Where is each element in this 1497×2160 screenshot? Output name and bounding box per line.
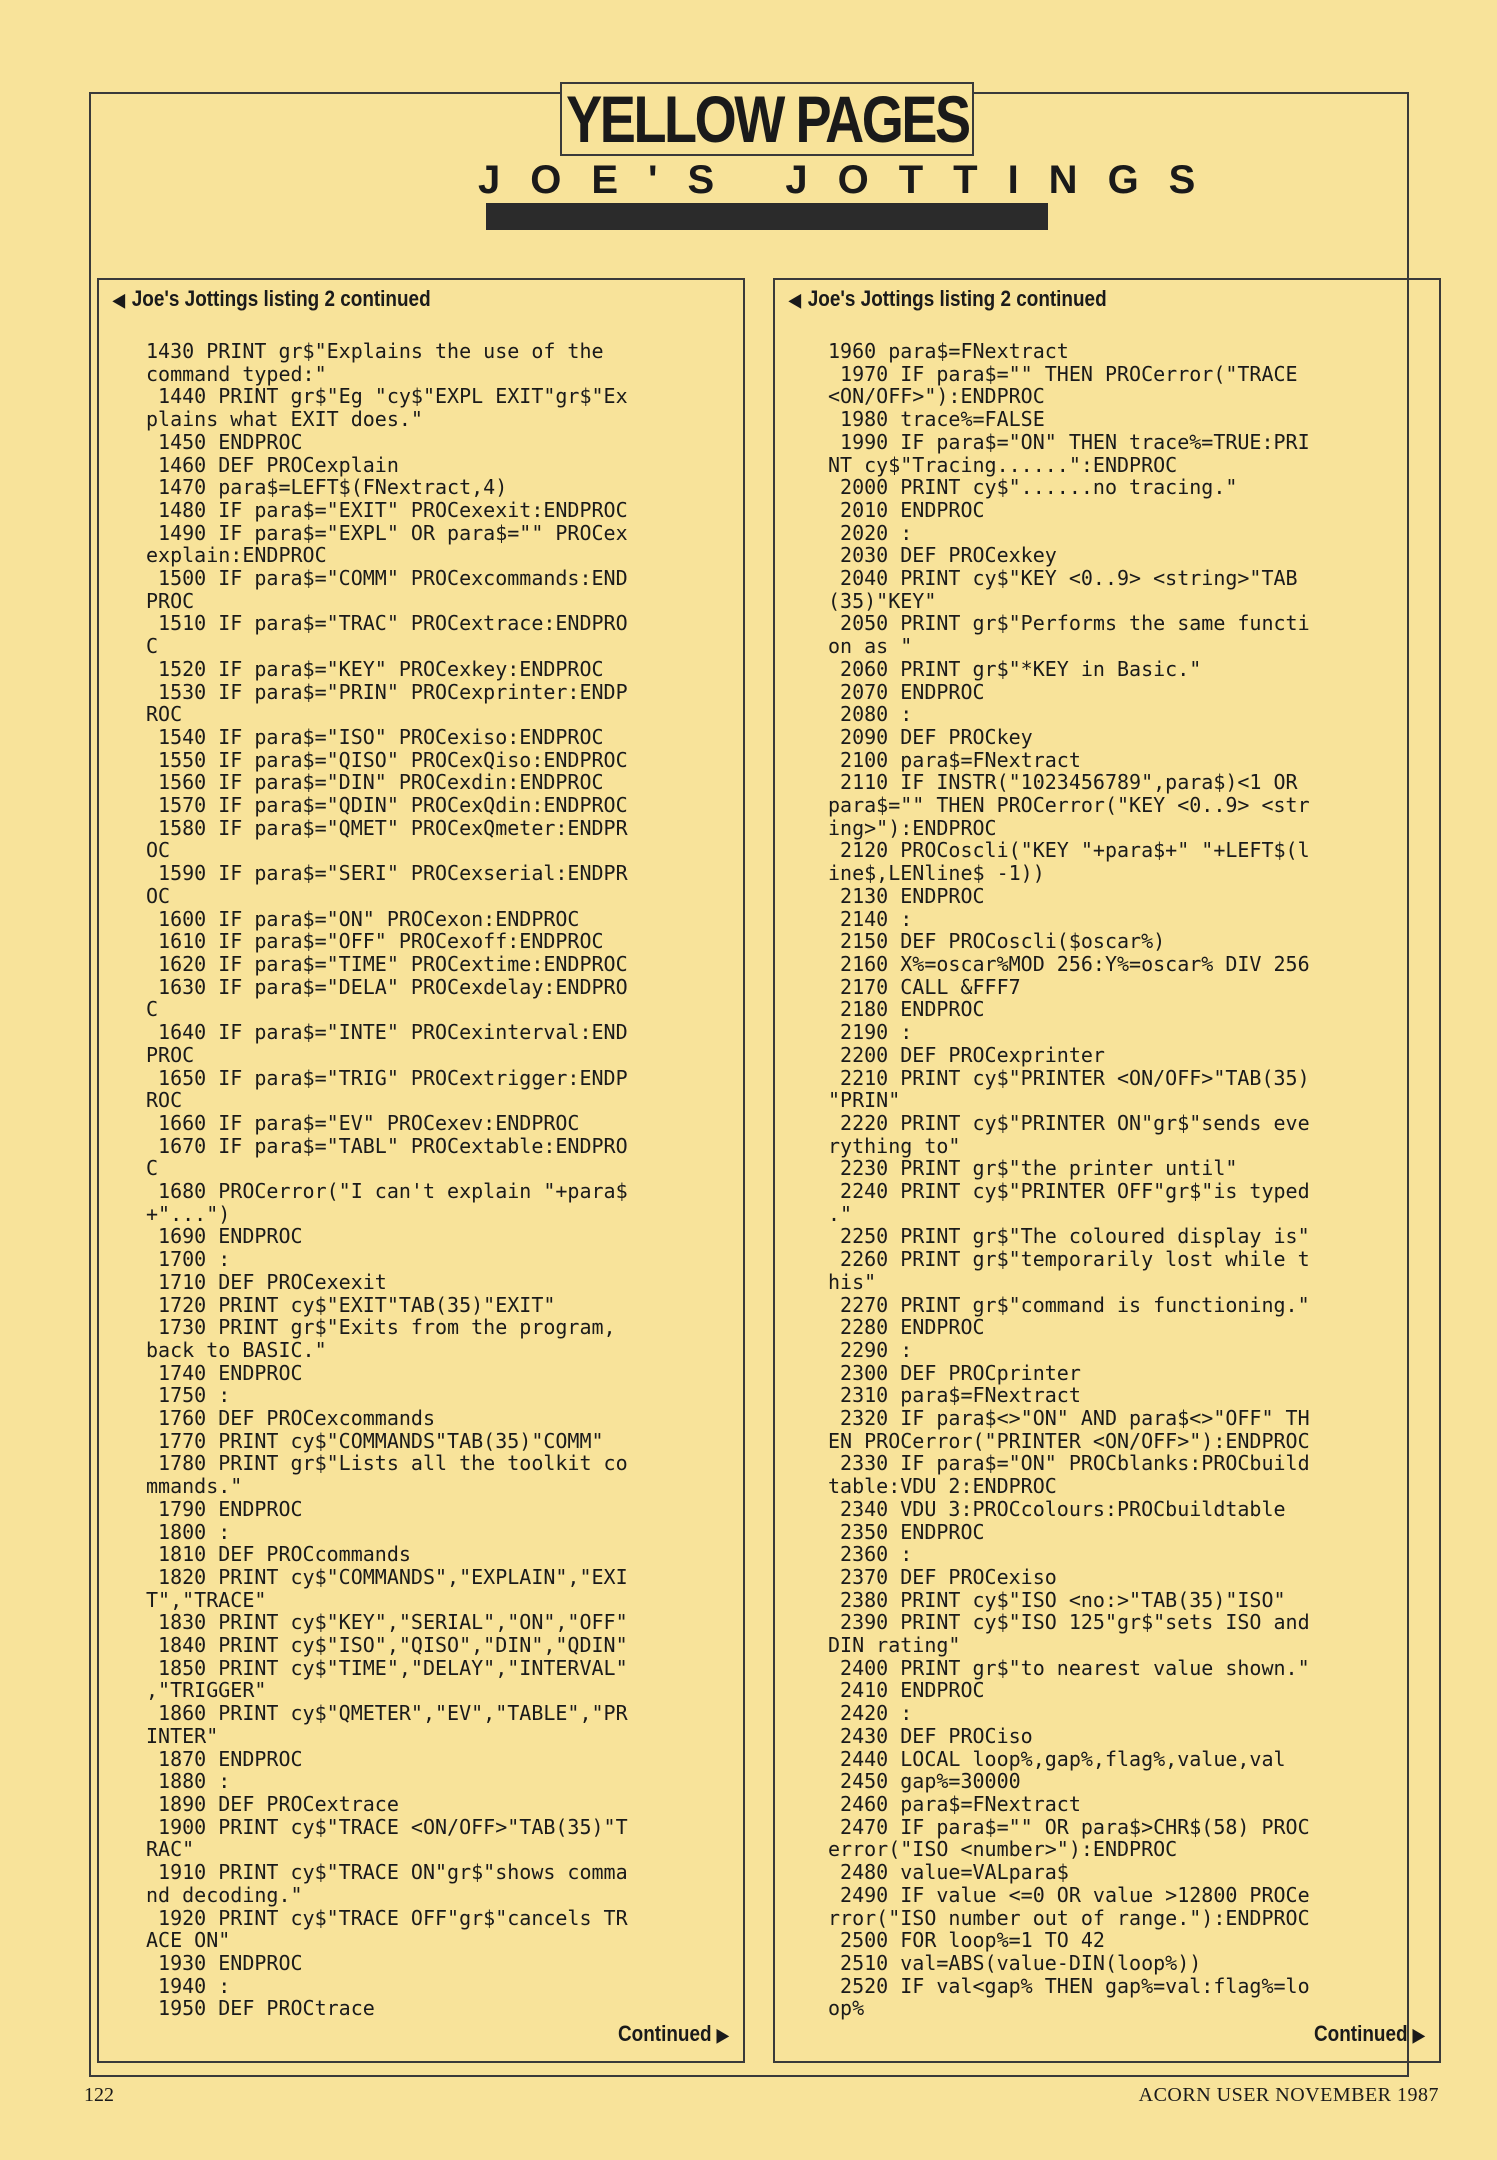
code-line: 2010 ENDPROC (828, 497, 985, 522)
code-line: 2480 value=VALpara$ (828, 1860, 1069, 1885)
code-line: 2350 ENDPROC (828, 1519, 985, 1544)
publication-footer: ACORN USER NOVEMBER 1987 (1138, 2084, 1439, 2106)
code-line: 1890 DEF PROCextrace (146, 1792, 399, 1816)
code-line: 2360 : (828, 1542, 913, 1567)
code-line: C (146, 1156, 159, 1181)
code-line: 2260 PRINT gr$"temporarily lost while t (828, 1247, 1310, 1272)
code-line: T","TRACE" (146, 1587, 267, 1612)
code-line: 2170 CALL &FFF7 (828, 974, 1021, 999)
code-line: 1530 IF para$="PRIN" PROCexprinter:ENDP (146, 679, 628, 704)
code-line: 1790 ENDPROC (146, 1496, 303, 1521)
triangle-right-icon: ▶ (717, 2025, 729, 2045)
code-line: 1480 IF para$="EXIT" PROCexexit:ENDPROC (146, 497, 628, 522)
code-line: 1690 ENDPROC (146, 1224, 303, 1249)
code-line: 1670 IF para$="TABL" PROCextable:ENDPRO (146, 1133, 628, 1158)
code-line: (35)"KEY" (828, 588, 937, 613)
left-continued-text: Continued (618, 2021, 712, 2046)
code-line: his" (828, 1269, 877, 1294)
code-line: 1630 IF para$="DELA" PROCexdelay:ENDPRO (146, 974, 628, 999)
code-line: 1970 IF para$="" THEN PROCerror("TRACE (828, 361, 1298, 386)
left-continued-label (618, 2021, 729, 2047)
masthead-box (560, 82, 974, 156)
code-line: 1460 DEF PROCexplain (146, 452, 399, 477)
code-line: 2100 para$=FNextract (828, 747, 1081, 772)
code-line: 2120 PROCoscli("KEY "+para$+" "+LEFT$(l (828, 838, 1310, 863)
code-line: 1840 PRINT cy$"ISO","QISO","DIN","QDIN" (146, 1633, 628, 1658)
code-line: 1800 : (146, 1519, 231, 1544)
code-line: 1810 DEF PROCcommands (146, 1542, 411, 1567)
code-line: 2190 : (828, 1020, 913, 1045)
code-line: mmands." (146, 1474, 243, 1499)
code-line: 1870 ENDPROC (146, 1746, 303, 1771)
code-line: 1600 IF para$="ON" PROCexon:ENDPROC (146, 906, 580, 931)
code-line: 1450 ENDPROC (146, 429, 303, 454)
code-line: 1750 : (146, 1383, 231, 1408)
right-code-listing (828, 340, 1425, 2020)
code-line: 2300 DEF PROCprinter (828, 1360, 1081, 1385)
code-line: C (146, 997, 159, 1022)
code-line: 1610 IF para$="OFF" PROCexoff:ENDPROC (146, 929, 604, 954)
left-listing-box (97, 278, 745, 2063)
code-line: 1900 PRINT cy$"TRACE <ON/OFF>"TAB(35)"T (146, 1814, 628, 1839)
code-line: 2430 DEF PROCiso (828, 1723, 1033, 1748)
section-subtitle: JOE'S JOTTINGS (478, 158, 1226, 202)
code-line: 1990 IF para$="ON" THEN trace%=TRUE:PRI (828, 429, 1310, 454)
triangle-left-icon: ◀ (789, 290, 801, 310)
code-line: 2450 gap%=30000 (828, 1769, 1021, 1794)
code-line: ing>"):ENDPROC (828, 815, 997, 840)
code-line: 2520 IF val<gap% THEN gap%=val:flag%=lo (828, 1973, 1310, 1998)
left-heading-text: Joe's Jottings listing 2 continued (131, 286, 431, 311)
code-line: 2280 ENDPROC (828, 1315, 985, 1340)
code-line: 2310 para$=FNextract (828, 1383, 1081, 1408)
code-line: 2020 : (828, 520, 913, 545)
code-line: OC (146, 883, 171, 908)
code-line: explain:ENDPROC (146, 543, 327, 568)
code-line: 1440 PRINT gr$"Eg "cy$"EXPL EXIT"gr$"Ex (146, 384, 628, 409)
code-line: 1680 PROCerror("I can't explain "+para$ (146, 1179, 628, 1204)
code-line: 1580 IF para$="QMET" PROCexQmeter:ENDPR (146, 815, 628, 840)
code-line: 1640 IF para$="INTE" PROCexinterval:END (146, 1020, 628, 1045)
code-line: +"...") (146, 1201, 231, 1226)
page-title: YELLOW PAGES (565, 82, 969, 156)
code-line: 2210 PRINT cy$"PRINTER <ON/OFF>"TAB(35) (828, 1065, 1310, 1090)
code-line: ROC (146, 1088, 183, 1113)
code-line: 2270 PRINT gr$"command is functioning." (828, 1292, 1310, 1317)
code-line: 1510 IF para$="TRAC" PROCextrace:ENDPRO (146, 611, 628, 636)
code-line: 2410 ENDPROC (828, 1678, 985, 1703)
right-continued-text: Continued (1314, 2021, 1408, 2046)
code-line: 1710 DEF PROCexexit (146, 1269, 387, 1294)
header-bar (486, 203, 1048, 230)
code-line: 1830 PRINT cy$"KEY","SERIAL","ON","OFF" (146, 1610, 628, 1635)
code-line: ine$,LENline$ -1)) (828, 861, 1045, 886)
code-line: 1940 : (146, 1973, 231, 1998)
code-line: 2130 ENDPROC (828, 883, 985, 908)
code-line: DIN rating" (828, 1633, 961, 1658)
code-line: 1700 : (146, 1247, 231, 1272)
code-line: 2070 ENDPROC (828, 679, 985, 704)
code-line: C (146, 634, 159, 659)
code-line: ." (828, 1201, 853, 1226)
code-line: nd decoding." (146, 1882, 303, 1907)
code-line: 1520 IF para$="KEY" PROCexkey:ENDPROC (146, 656, 604, 681)
code-line: 1550 IF para$="QISO" PROCexQiso:ENDPROC (146, 747, 628, 772)
code-line: OC (146, 838, 171, 863)
code-line: 2390 PRINT cy$"ISO 125"gr$"sets ISO and (828, 1610, 1310, 1635)
code-line: 1820 PRINT cy$"COMMANDS","EXPLAIN","EXI (146, 1564, 628, 1589)
right-heading-text: Joe's Jottings listing 2 continued (807, 286, 1107, 311)
code-line: 1570 IF para$="QDIN" PROCexQdin:ENDPROC (146, 793, 628, 818)
page-number: 122 (84, 2084, 114, 2106)
code-line: 2490 IF value <=0 OR value >12800 PROCe (828, 1882, 1310, 1907)
code-line: command typed:" (146, 361, 327, 386)
code-line: 2340 VDU 3:PROCcolours:PROCbuildtable (828, 1496, 1286, 1521)
code-line: 2110 IF INSTR("1023456789",para$)<1 OR (828, 770, 1298, 795)
code-line: 2330 IF para$="ON" PROCblanks:PROCbuild (828, 1451, 1310, 1476)
code-line: 2180 ENDPROC (828, 997, 985, 1022)
left-listing-heading (113, 286, 431, 312)
code-line: 1540 IF para$="ISO" PROCexiso:ENDPROC (146, 724, 604, 749)
code-line: 1920 PRINT cy$"TRACE OFF"gr$"cancels TR (146, 1905, 628, 1930)
code-line: 2000 PRINT cy$"......no tracing." (828, 475, 1238, 500)
code-line: 1430 PRINT gr$"Explains the use of the (146, 339, 604, 363)
right-continued-label (1314, 2021, 1425, 2047)
code-line: 2250 PRINT gr$"The coloured display is" (828, 1224, 1310, 1249)
code-line: 2230 PRINT gr$"the printer until" (828, 1156, 1238, 1181)
code-line: 2290 : (828, 1337, 913, 1362)
code-line: 1500 IF para$="COMM" PROCexcommands:END (146, 566, 628, 591)
right-listing-box (773, 278, 1441, 2063)
code-line: 2370 DEF PROCexiso (828, 1564, 1057, 1589)
code-line: table:VDU 2:ENDPROC (828, 1474, 1057, 1499)
code-line: PROC (146, 1042, 195, 1067)
code-line: rror("ISO number out of range."):ENDPROC (828, 1905, 1310, 1930)
code-line: NT cy$"Tracing......":ENDPROC (828, 452, 1178, 477)
triangle-left-icon: ◀ (113, 290, 125, 310)
code-line: 1730 PRINT gr$"Exits from the program, (146, 1315, 616, 1340)
code-line: 2060 PRINT gr$"*KEY in Basic." (828, 656, 1202, 681)
code-line: PROC (146, 588, 195, 613)
code-line: ACE ON" (146, 1928, 231, 1953)
code-line: 2510 val=ABS(value-DIN(loop%)) (828, 1950, 1202, 1975)
code-line: 2420 : (828, 1701, 913, 1726)
triangle-right-icon: ▶ (1413, 2025, 1425, 2045)
code-line: plains what EXIT does." (146, 407, 423, 432)
code-line: 1660 IF para$="EV" PROCexev:ENDPROC (146, 1110, 580, 1135)
code-line: op% (828, 1996, 865, 2021)
code-line: 1910 PRINT cy$"TRACE ON"gr$"shows comma (146, 1860, 628, 1885)
code-line: 2320 IF para$<>"ON" AND para$<>"OFF" TH (828, 1406, 1310, 1431)
code-line: 1860 PRINT cy$"QMETER","EV","TABLE","PR (146, 1701, 628, 1726)
code-line: EN PROCerror("PRINTER <ON/OFF>"):ENDPROC (828, 1428, 1310, 1453)
code-line: 2500 FOR loop%=1 TO 42 (828, 1928, 1105, 1953)
code-line: error("ISO <number>"):ENDPROC (828, 1837, 1178, 1862)
code-line: 2400 PRINT gr$"to nearest value shown." (828, 1655, 1310, 1680)
code-line: 1960 para$=FNextract (828, 339, 1069, 363)
code-line: 2160 X%=oscar%MOD 256:Y%=oscar% DIV 256 (828, 951, 1310, 976)
code-line: 2220 PRINT cy$"PRINTER ON"gr$"sends eve (828, 1110, 1310, 1135)
code-line: 2440 LOCAL loop%,gap%,flag%,value,val (828, 1746, 1286, 1771)
code-line: 1760 DEF PROCexcommands (146, 1406, 435, 1431)
code-line: 2140 : (828, 906, 913, 931)
code-line: RAC" (146, 1837, 195, 1862)
code-line: 2040 PRINT cy$"KEY <0..9> <string>"TAB (828, 566, 1298, 591)
code-line: 1850 PRINT cy$"TIME","DELAY","INTERVAL" (146, 1655, 628, 1680)
code-line: "PRIN" (828, 1088, 901, 1113)
code-line: ,"TRIGGER" (146, 1678, 267, 1703)
code-line: rything to" (828, 1133, 961, 1158)
code-line: 2080 : (828, 702, 913, 727)
code-line: on as " (828, 634, 913, 659)
code-line: 1880 : (146, 1769, 231, 1794)
code-line: 1770 PRINT cy$"COMMANDS"TAB(35)"COMM" (146, 1428, 604, 1453)
code-line: 1950 DEF PROCtrace (146, 1996, 375, 2021)
code-line: ROC (146, 702, 183, 727)
code-line: 1650 IF para$="TRIG" PROCextrigger:ENDP (146, 1065, 628, 1090)
code-line: 2240 PRINT cy$"PRINTER OFF"gr$"is typed (828, 1179, 1310, 1204)
code-line: 1620 IF para$="TIME" PROCextime:ENDPROC (146, 951, 628, 976)
code-line: 2380 PRINT cy$"ISO <no:>"TAB(35)"ISO" (828, 1587, 1286, 1612)
code-line: 1980 trace%=FALSE (828, 407, 1045, 432)
code-line: 1560 IF para$="DIN" PROCexdin:ENDPROC (146, 770, 604, 795)
code-line: 1590 IF para$="SERI" PROCexserial:ENDPR (146, 861, 628, 886)
code-line: <ON/OFF>"):ENDPROC (828, 384, 1045, 409)
code-line: 1470 para$=LEFT$(FNextract,4) (146, 475, 508, 500)
code-line: 2470 IF para$="" OR para$>CHR$(58) PROC (828, 1814, 1310, 1839)
code-line: INTER" (146, 1723, 219, 1748)
code-line: 2460 para$=FNextract (828, 1792, 1081, 1816)
left-code-listing (146, 340, 729, 2020)
code-line: 2050 PRINT gr$"Performs the same functi (828, 611, 1310, 636)
code-line: 2200 DEF PROCexprinter (828, 1042, 1105, 1067)
code-line: 1930 ENDPROC (146, 1950, 303, 1975)
code-line: 1720 PRINT cy$"EXIT"TAB(35)"EXIT" (146, 1292, 556, 1317)
code-line: 1740 ENDPROC (146, 1360, 303, 1385)
code-line: 1490 IF para$="EXPL" OR para$="" PROCex (146, 520, 628, 545)
right-listing-heading (789, 286, 1107, 312)
code-line: back to BASIC." (146, 1337, 327, 1362)
code-line: para$="" THEN PROCerror("KEY <0..9> <str (828, 793, 1310, 818)
code-line: 2030 DEF PROCexkey (828, 543, 1057, 568)
code-line: 2090 DEF PROCkey (828, 724, 1033, 749)
code-line: 1780 PRINT gr$"Lists all the toolkit co (146, 1451, 628, 1476)
code-line: 2150 DEF PROCoscli($oscar%) (828, 929, 1166, 954)
